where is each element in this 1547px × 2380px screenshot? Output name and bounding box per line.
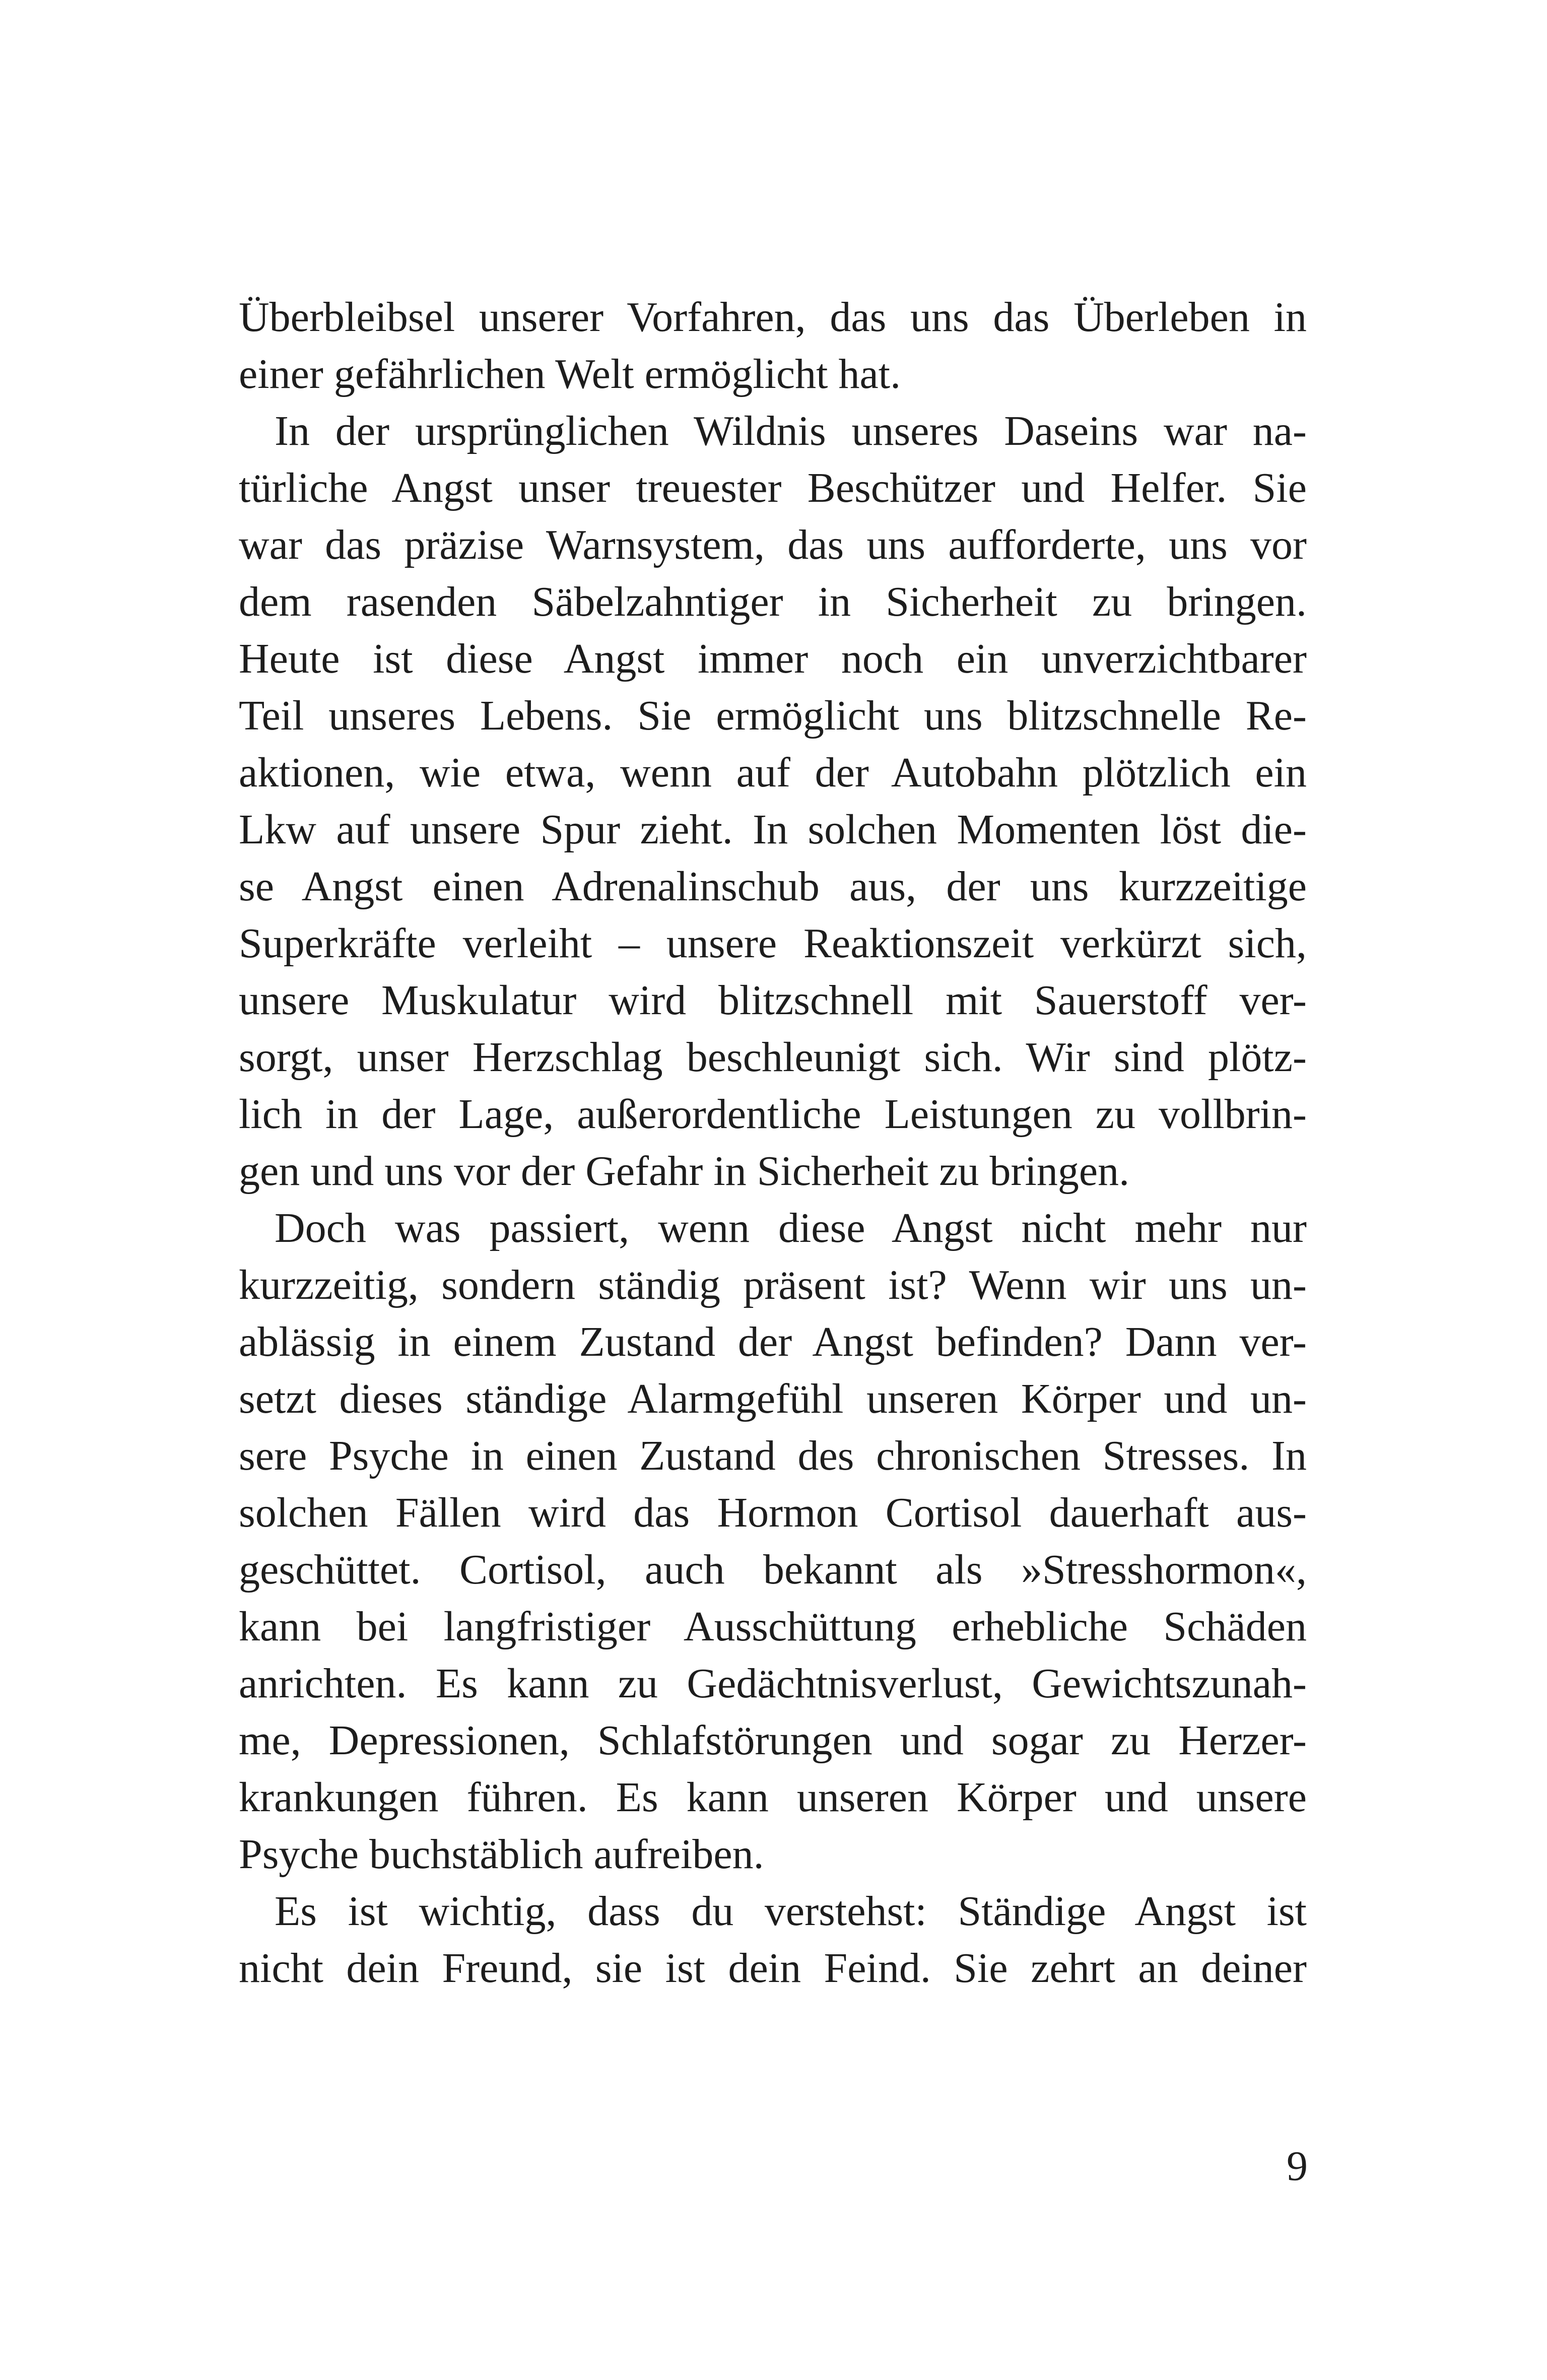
text-line: Psyche buchstäblich aufreiben. <box>239 1831 764 1878</box>
text-line: türliche Angst unser treuester Beschützer und Helfer. Sie <box>239 465 1307 511</box>
text-line: kann bei langfristiger Ausschüttung erhebliche Schäden <box>239 1603 1307 1650</box>
text-line: setzt dieses ständige Alarmgefühl unseren Körper und un- <box>239 1375 1307 1422</box>
text-line: unsere Muskulatur wird blitzschnell mit Sauerstoff ver- <box>239 977 1307 1024</box>
text-line: war das präzise Warnsystem, das uns aufforderte, uns vor <box>239 521 1307 568</box>
text-line: sere Psyche in einen Zustand des chronischen Stresses. In <box>239 1432 1307 1479</box>
text-line: sorgt, unser Herzschlag beschleunigt sich. Wir sind plötz- <box>239 1034 1307 1081</box>
page-number: 9 <box>1287 2143 1308 2190</box>
text-line: anrichten. Es kann zu Gedächtnisverlust, Gewichtszunah- <box>239 1660 1307 1707</box>
text-line: krankungen führen. Es kann unseren Körper und unsere <box>239 1774 1307 1821</box>
text-line: einer gefährlichen Welt ermöglicht hat. <box>239 351 901 398</box>
text-line: Superkräfte verleiht – unsere Reaktionszeit verkürzt sich, <box>239 920 1307 967</box>
text-line: ablässig in einem Zustand der Angst befinden? Dann ver- <box>239 1318 1307 1365</box>
text-line: Es ist wichtig, dass du verstehst: Ständige Angst ist <box>275 1888 1307 1935</box>
text-line: solchen Fällen wird das Hormon Cortisol dauerhaft aus- <box>239 1489 1307 1536</box>
text-line: Lkw auf unsere Spur zieht. In solchen Momenten löst die- <box>239 806 1307 853</box>
text-line: nicht dein Freund, sie ist dein Feind. Sie zehrt an deiner <box>239 1945 1307 1992</box>
text-line: In der ursprünglichen Wildnis unseres Daseins war na- <box>275 408 1307 454</box>
text-line: Überbleibsel unserer Vorfahren, das uns das Überleben in <box>239 294 1307 341</box>
text-line: geschüttet. Cortisol, auch bekannt als »Stresshormon«, <box>239 1546 1307 1593</box>
text-line: dem rasenden Säbelzahntiger in Sicherheit zu bringen. <box>239 578 1307 625</box>
text-line: Teil unseres Lebens. Sie ermöglicht uns blitzschnelle Re- <box>239 692 1307 739</box>
text-line: aktionen, wie etwa, wenn auf der Autobahn plötzlich ein <box>239 749 1307 796</box>
text-line: se Angst einen Adrenalinschub aus, der uns kurzzeitige <box>239 863 1307 910</box>
text-line: gen und uns vor der Gefahr in Sicherheit zu bringen. <box>239 1148 1130 1195</box>
text-line: kurzzeitig, sondern ständig präsent ist? Wenn wir uns un- <box>239 1262 1307 1308</box>
body-text <box>239 289 1307 1997</box>
text-line: Heute ist diese Angst immer noch ein unverzichtbarer <box>239 635 1307 682</box>
text-line: me, Depressionen, Schlafstörungen und sogar zu Herzer- <box>239 1717 1307 1764</box>
text-line: lich in der Lage, außerordentliche Leistungen zu vollbrin- <box>239 1091 1307 1138</box>
text-line: Doch was passiert, wenn diese Angst nicht mehr nur <box>275 1205 1307 1251</box>
